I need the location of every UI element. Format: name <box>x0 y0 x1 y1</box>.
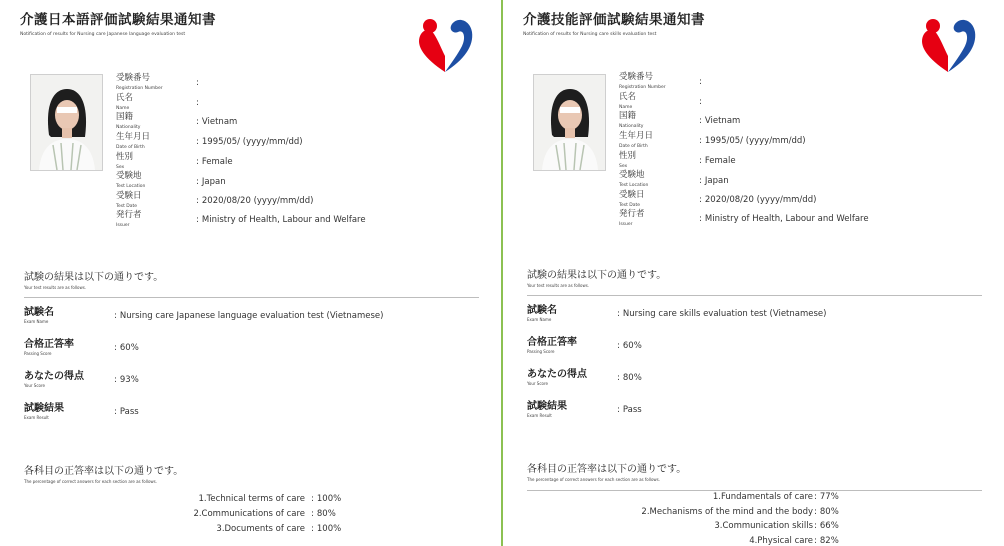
passing-score-value: : 60% <box>114 343 139 353</box>
document-title: 介護技能評価試験結果通知書 <box>523 12 705 28</box>
field-sex-label: 性別 <box>116 152 134 162</box>
field-sex-label: 性別 <box>619 151 637 161</box>
field-name-label: 氏名 <box>116 93 134 103</box>
field-test-location-label: 受験地 <box>116 171 142 181</box>
section-score: : 80% <box>311 509 336 519</box>
field-dob-label-en: Date of Birth <box>116 145 145 150</box>
field-dob-label: 生年月日 <box>619 131 654 141</box>
field-nationality-label: 国籍 <box>619 111 637 121</box>
field-issuer-label: 発行者 <box>116 210 142 220</box>
document-title: 介護日本語評価試験結果通知書 <box>20 12 216 28</box>
divider <box>527 295 982 296</box>
section-score: : 80% <box>814 507 839 517</box>
field-issuer-label-en: Issuer <box>116 223 130 228</box>
exam-name-label: 試験名 <box>527 305 557 316</box>
field-registration-number-value: : <box>196 78 199 88</box>
field-test-date-value: : 2020/08/20 (yyyy/mm/dd) <box>196 196 314 206</box>
exam-name-label-en: Exam Name <box>24 319 49 324</box>
field-test-location-label: 受験地 <box>619 170 645 180</box>
field-test-date-label-en: Test Date <box>619 203 641 208</box>
results-heading: 試験の結果は以下の通りです。 <box>24 272 164 283</box>
field-registration-number-value: : <box>699 77 702 87</box>
section-name: 1.Technical terms of care <box>198 494 305 504</box>
field-name-value: : <box>196 98 199 108</box>
section-score: : 77% <box>814 492 839 502</box>
field-sex-value: : Female <box>196 157 233 167</box>
section-name: 2.Mechanisms of the mind and the body <box>641 507 813 517</box>
divider <box>24 297 479 298</box>
field-dob-value: : 1995/05/ (yyyy/mm/dd) <box>699 136 806 146</box>
field-registration-number-label: 受験番号 <box>619 72 654 82</box>
your-score-label-en: Your Score <box>24 383 46 388</box>
your-score-label: あなたの得点 <box>527 369 587 380</box>
passing-score-label-en: Passing Score <box>24 351 52 356</box>
field-dob-label-en: Date of Birth <box>619 144 648 149</box>
field-dob-value: : 1995/05/ (yyyy/mm/dd) <box>196 137 303 147</box>
passing-score-label-en: Passing Score <box>527 349 555 354</box>
field-test-date-label-en: Test Date <box>116 204 138 209</box>
passing-score-label: 合格正答率 <box>24 339 74 350</box>
field-registration-number-label-en: Registration Number <box>619 85 666 90</box>
exam-name-label-en: Exam Name <box>527 317 552 322</box>
results-heading-en: Your test results are as follows. <box>527 283 590 288</box>
field-nationality-label-en: Nationality <box>116 125 141 130</box>
ministry-logo-icon <box>414 12 476 78</box>
section-score: : 82% <box>814 536 839 546</box>
your-score-label-en: Your Score <box>527 381 549 386</box>
document-subtitle: Notification of results for Nursing care Japanese language evaluation test <box>20 32 186 37</box>
field-test-location-label-en: Test Location <box>116 184 146 189</box>
field-test-location-label-en: Test Location <box>619 183 649 188</box>
section-name: 2.Communications of care <box>193 509 305 519</box>
document-subtitle: Notification of results for Nursing care skills evaluation test <box>523 32 657 37</box>
section-name: 1.Fundamentals of care <box>712 492 813 502</box>
field-name-value: : <box>699 97 702 107</box>
field-nationality-label: 国籍 <box>116 112 134 122</box>
exam-result-value: : Pass <box>617 405 642 415</box>
field-test-date-value: : 2020/08/20 (yyyy/mm/dd) <box>699 195 817 205</box>
field-issuer-value: : Ministry of Health, Labour and Welfare <box>699 214 869 224</box>
passing-score-value: : 60% <box>617 341 642 351</box>
exam-name-value: : Nursing care Japanese language evaluation test (Vietnamese) <box>114 311 384 321</box>
your-score-value: : 93% <box>114 375 139 385</box>
results-heading: 試験の結果は以下の通りです。 <box>527 270 667 281</box>
exam-result-value: : Pass <box>114 407 139 417</box>
section-score: : 100% <box>311 524 342 534</box>
exam-name-value: : Nursing care skills evaluation test (Vietnamese) <box>617 309 827 319</box>
field-test-date-label: 受験日 <box>619 190 645 200</box>
sections-heading-en: The percentage of correct answers for each section are as follows. <box>24 479 158 484</box>
section-name: 3.Communication skills <box>714 521 813 531</box>
field-issuer-label-en: Issuer <box>619 222 633 227</box>
field-test-location-value: : Japan <box>196 177 226 187</box>
field-test-date-label: 受験日 <box>116 191 142 201</box>
exam-result-label: 試験結果 <box>24 403 64 414</box>
field-issuer-label: 発行者 <box>619 209 645 219</box>
field-dob-label: 生年月日 <box>116 132 151 142</box>
exam-result-label: 試験結果 <box>527 401 567 412</box>
result-notice-skills <box>503 0 1004 546</box>
sections-heading-en: The percentage of correct answers for each section are as follows. <box>527 477 661 482</box>
section-score: : 100% <box>311 494 342 504</box>
field-issuer-value: : Ministry of Health, Labour and Welfare <box>196 215 366 225</box>
field-sex-label-en: Sex <box>116 165 125 170</box>
passing-score-label: 合格正答率 <box>527 337 577 348</box>
your-score-label: あなたの得点 <box>24 371 84 382</box>
field-name-label-en: Name <box>619 105 633 110</box>
field-name-label: 氏名 <box>619 92 637 102</box>
applicant-photo <box>30 74 103 171</box>
field-test-location-value: : Japan <box>699 176 729 186</box>
sections-heading: 各科目の正答率は以下の通りです。 <box>527 464 687 475</box>
section-name: 3.Documents of care <box>216 524 305 534</box>
exam-result-label-en: Exam Result <box>527 413 552 418</box>
sections-heading: 各科目の正答率は以下の通りです。 <box>24 466 184 477</box>
your-score-value: : 80% <box>617 373 642 383</box>
field-sex-label-en: Sex <box>619 164 628 169</box>
field-nationality-label-en: Nationality <box>619 124 644 129</box>
field-nationality-value: : Vietnam <box>196 117 238 127</box>
ministry-logo-icon <box>917 12 979 78</box>
exam-name-label: 試験名 <box>24 307 54 318</box>
section-name: 4.Physical care <box>749 536 813 546</box>
section-score: : 66% <box>814 521 839 531</box>
field-nationality-value: : Vietnam <box>699 116 741 126</box>
field-name-label-en: Name <box>116 106 130 111</box>
divider <box>527 490 982 491</box>
field-registration-number-label-en: Registration Number <box>116 86 163 91</box>
field-registration-number-label: 受験番号 <box>116 73 151 83</box>
results-heading-en: Your test results are as follows. <box>24 285 87 290</box>
exam-result-label-en: Exam Result <box>24 415 49 420</box>
applicant-photo <box>533 74 606 171</box>
field-sex-value: : Female <box>699 156 736 166</box>
